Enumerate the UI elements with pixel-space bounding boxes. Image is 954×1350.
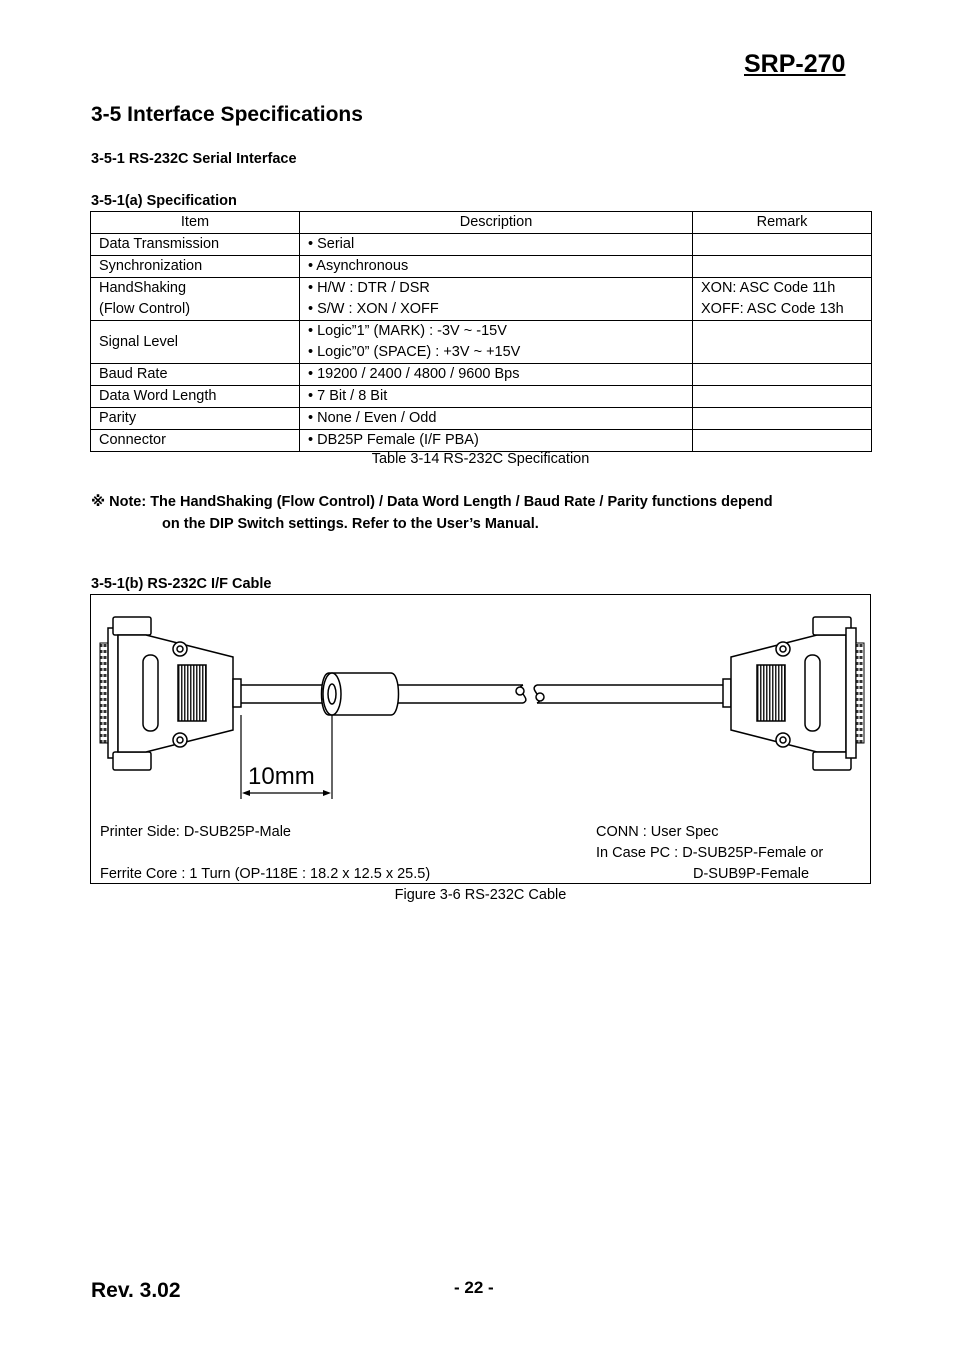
table-row (91, 278, 872, 321)
cell-line: • Logic”0” (SPACE) : +3V ~ +15V (308, 344, 521, 360)
document-title: SRP-270 (744, 50, 846, 78)
page-number: - 22 - (454, 1278, 494, 1297)
cell-line: • S/W : XON / XOFF (308, 301, 439, 317)
cable-heading: 3-5-1(b) RS-232C I/F Cable (91, 576, 272, 592)
subsection-heading: 3-5-1 RS-232C Serial Interface (91, 151, 297, 167)
cell-line: • H/W : DTR / DSR (308, 280, 430, 296)
cable-figure-box (90, 594, 871, 884)
table-caption: Table 3-14 RS-232C Specification (371, 451, 590, 467)
cell-line: • Serial (308, 236, 355, 252)
conn-spec-label: CONN : User Spec (596, 824, 719, 840)
table-row (91, 386, 872, 408)
cell-line: XOFF: ASC Code 13h (701, 301, 844, 317)
spec-table-body (91, 234, 872, 452)
cell-description (300, 278, 693, 321)
revision-label: Rev. 3.02 (91, 1279, 181, 1302)
column-header-item: Item (91, 212, 300, 234)
cell-description (300, 386, 693, 408)
cell-line: Signal Level (99, 333, 178, 350)
note (91, 491, 773, 535)
cell-description (300, 234, 693, 256)
note-line-1: ※ Note: The HandShaking (Flow Control) / Data Word Length / Baud Rate / Parity functions depend (91, 494, 773, 510)
cell-line: • Asynchronous (308, 258, 409, 274)
pc-side-connector (723, 617, 864, 770)
cell-remark (693, 364, 872, 386)
table-row (91, 364, 872, 386)
spec-heading: 3-5-1(a) Specification (91, 193, 237, 209)
spec-table (90, 211, 872, 452)
printer-side-connector (100, 617, 241, 770)
cell-remark (693, 234, 872, 256)
cell-description (300, 321, 693, 364)
dimension-label: 10mm (248, 763, 315, 790)
cell-remark (693, 408, 872, 430)
cell-line: Parity (99, 410, 137, 426)
cell-description (300, 408, 693, 430)
cell-line: XON: ASC Code 11h (701, 280, 836, 296)
pc-alt-label: D-SUB9P-Female (693, 866, 810, 882)
cell-item (91, 278, 300, 321)
cell-description (300, 364, 693, 386)
cell-description (300, 256, 693, 278)
section-heading: 3-5 Interface Specifications (91, 103, 363, 126)
ferrite-core (322, 673, 399, 715)
table-row (91, 321, 872, 364)
printer-side-label: Printer Side: D-SUB25P-Male (100, 824, 291, 840)
cell-line: Data Transmission (99, 236, 220, 252)
cell-item (91, 256, 300, 278)
cell-item (91, 321, 300, 364)
table-row (91, 430, 872, 452)
note-line-2: on the DIP Switch settings. Refer to the User’s Manual. (162, 516, 539, 532)
cell-line: Synchronization (99, 258, 203, 274)
cell-line: Baud Rate (99, 366, 168, 382)
cell-remark (693, 256, 872, 278)
cell-item (91, 234, 300, 256)
cell-line: Connector (99, 432, 166, 448)
table-header-row (91, 212, 872, 234)
figure-caption: Figure 3-6 RS-232C Cable (394, 887, 567, 903)
cell-remark (693, 386, 872, 408)
cell-description (300, 430, 693, 452)
column-header-remark: Remark (693, 212, 872, 234)
cell-remark (693, 430, 872, 452)
cell-line: HandShaking (99, 280, 187, 296)
cell-line: (Flow Control) (99, 301, 191, 317)
cell-remark (693, 321, 872, 364)
cell-line: Data Word Length (99, 388, 217, 404)
table-row (91, 234, 872, 256)
cell-item (91, 364, 300, 386)
pc-case-label: In Case PC : D-SUB25P-Female or (596, 845, 824, 861)
cell-item (91, 430, 300, 452)
cell-item (91, 386, 300, 408)
cell-line: • DB25P Female (I/F PBA) (308, 432, 479, 448)
cell-line: • 7 Bit / 8 Bit (308, 388, 388, 404)
column-header-description: Description (300, 212, 693, 234)
cell-line: • None / Even / Odd (308, 410, 437, 426)
cable-line (241, 685, 723, 703)
cell-remark (693, 278, 872, 321)
ferrite-core-label: Ferrite Core : 1 Turn (OP-118E : 18.2 x 12.5 x 25.5) (100, 866, 431, 882)
cell-item (91, 408, 300, 430)
cell-line: • 19200 / 2400 / 4800 / 9600 Bps (308, 366, 520, 382)
table-row (91, 408, 872, 430)
table-row (91, 256, 872, 278)
cell-line: • Logic”1” (MARK) : -3V ~ -15V (308, 323, 507, 339)
